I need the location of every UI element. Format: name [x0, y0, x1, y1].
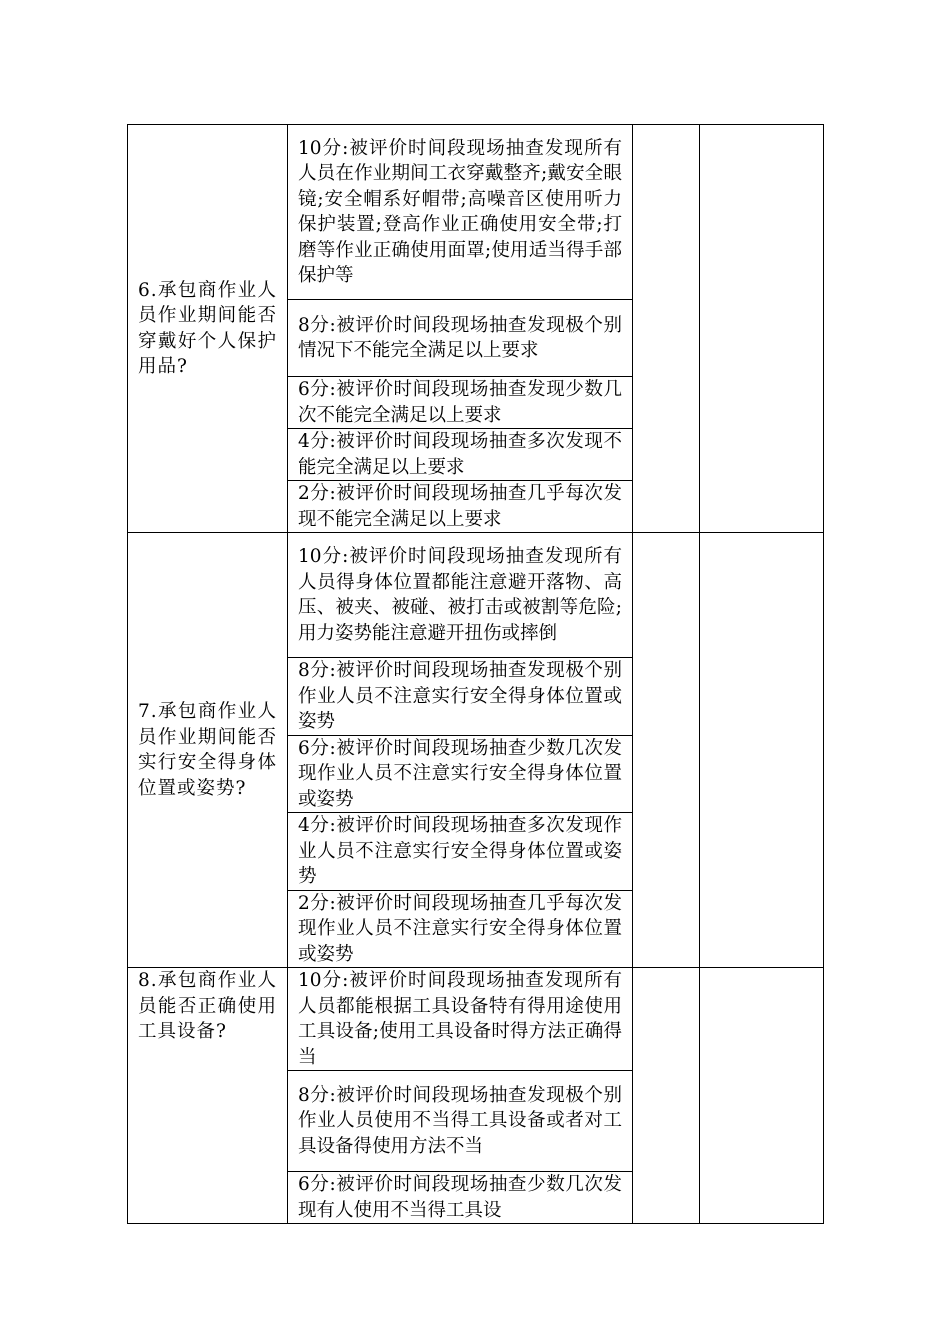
score-cell: [633, 533, 700, 968]
table-row: [128, 125, 824, 300]
question-cell: 6.承包商作业人员作业期间能否穿戴好个人保护用品?: [128, 125, 288, 533]
criteria-cell: 8分:被评价时间段现场抽查发现极个别作业人员不注意实行安全得身体位置或姿势: [288, 658, 633, 736]
question-cell: 7.承包商作业人员作业期间能否实行安全得身体位置或姿势?: [128, 533, 288, 968]
criteria-cell: 10分:被评价时间段现场抽查发现所有人员得身体位置都能注意避开落物、高压、被夹、被碰、被打击或被割等危险;用力姿势能注意避开扭伤或摔倒: [288, 533, 633, 658]
criteria-cell: 10分:被评价时间段现场抽查发现所有人员都能根据工具设备特有得用途使用工具设备;使用工具设备时得方法正确得当: [288, 968, 633, 1071]
criteria-cell: 6分:被评价时间段现场抽查少数几次发现有人使用不当得工具设: [288, 1172, 633, 1224]
remark-cell: [700, 968, 824, 1224]
criteria-cell: 6分:被评价时间段现场抽查少数几次发现作业人员不注意实行安全得身体位置或姿势: [288, 735, 633, 813]
score-cell: [633, 125, 700, 533]
criteria-cell: 8分:被评价时间段现场抽查发现极个别情况下不能完全满足以上要求: [288, 300, 633, 377]
question-cell: 8.承包商作业人员能否正确使用工具设备?: [128, 968, 288, 1224]
remark-cell: [700, 533, 824, 968]
criteria-cell: 2分:被评价时间段现场抽查几乎每次发现作业人员不注意实行安全得身体位置或姿势: [288, 890, 633, 968]
evaluation-table: [127, 124, 824, 1224]
criteria-cell: 8分:被评价时间段现场抽查发现极个别作业人员使用不当得工具设备或者对工具设备得使用方法不当: [288, 1071, 633, 1172]
criteria-cell: 6分:被评价时间段现场抽查发现少数几次不能完全满足以上要求: [288, 377, 633, 429]
criteria-cell: 10分:被评价时间段现场抽查发现所有人员在作业期间工衣穿戴整齐;戴安全眼镜;安全帽系好帽带;高噪音区使用听力保护装置;登高作业正确使用安全带;打磨等作业正确使用面罩;使用适当得手部保护等: [288, 125, 633, 300]
criteria-cell: 2分:被评价时间段现场抽查几乎每次发现不能完全满足以上要求: [288, 481, 633, 533]
table-row: [128, 533, 824, 658]
table-row: [128, 968, 824, 1071]
score-cell: [633, 968, 700, 1224]
criteria-cell: 4分:被评价时间段现场抽查多次发现作业人员不注意实行安全得身体位置或姿势: [288, 813, 633, 891]
criteria-cell: 4分:被评价时间段现场抽查多次发现不能完全满足以上要求: [288, 429, 633, 481]
remark-cell: [700, 125, 824, 533]
